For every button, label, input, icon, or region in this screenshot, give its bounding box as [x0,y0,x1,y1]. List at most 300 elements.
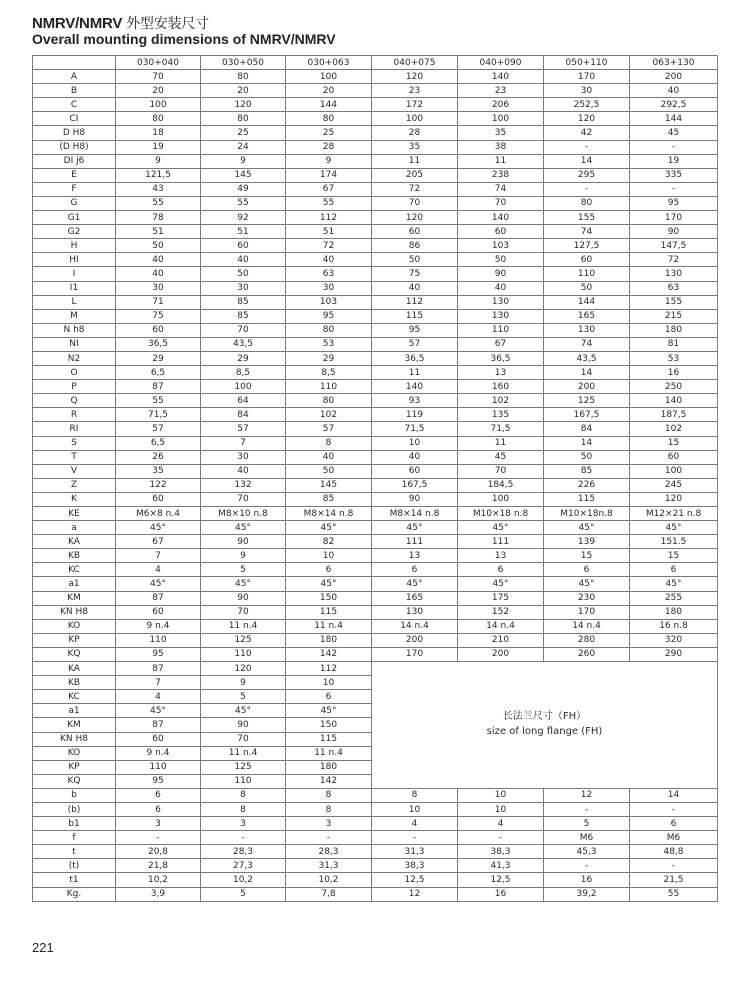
row-label: Z [33,478,116,492]
dimension-cell: 9 [201,549,286,563]
dimension-cell: 50 [544,450,630,464]
dimension-cell: 110 [116,760,201,774]
table-row [33,492,718,506]
dimension-cell: 14 [544,366,630,380]
table-row [33,366,718,380]
dimension-cell: 70 [201,605,286,619]
dimension-cell: 55 [201,196,286,210]
dimension-cell: 120 [544,112,630,126]
dimension-cell: 55 [630,887,718,901]
row-label: a [33,521,116,535]
dimension-cell: 14 [544,436,630,450]
dimension-cell: 125 [201,760,286,774]
row-label: KN H8 [33,732,116,746]
dimension-cell: 100 [286,70,372,84]
row-label: KB [33,676,116,690]
dimension-cell: 70 [201,323,286,337]
table-row [33,154,718,168]
dimension-cell: 57 [372,337,458,351]
table-row [33,281,718,295]
dimension-cell: 23 [458,84,544,98]
table-row [33,422,718,436]
dimension-cell: 280 [544,633,630,647]
table-row [33,817,718,831]
dimension-cell: 6 [630,817,718,831]
dimension-cell: 30 [286,281,372,295]
dimension-cell: 70 [458,196,544,210]
dimension-cell: 238 [458,168,544,182]
dimension-cell: 115 [372,309,458,323]
dimension-cell: 60 [116,492,201,506]
dimension-cell: 130 [630,267,718,281]
row-label: KA [33,662,116,676]
dimension-cell: 335 [630,168,718,182]
dimension-cell: 3 [286,817,372,831]
table-row [33,464,718,478]
table-row [33,831,718,845]
dimension-cell: 70 [201,492,286,506]
dimension-cell: 90 [201,718,286,732]
dimension-cell: 6,5 [116,436,201,450]
dimension-cell: 60 [116,605,201,619]
page-number: 221 [32,940,54,955]
dimension-cell: 45° [544,521,630,535]
row-label: a1 [33,704,116,718]
table-row [33,563,718,577]
dimension-cell: 13 [458,366,544,380]
row-label: H [33,239,116,253]
row-label: G [33,196,116,210]
dimension-cell: 110 [201,774,286,788]
row-label: F [33,182,116,196]
dimension-cell: - [630,859,718,873]
dimension-cell: 45° [286,704,372,718]
dimension-cell: 90 [458,267,544,281]
dimension-cell: 6 [458,563,544,577]
dimension-cell: 14 n.4 [458,619,544,633]
dimension-cell: 28 [372,126,458,140]
dimension-cell: 25 [201,126,286,140]
row-label: M [33,309,116,323]
dimension-cell: 45° [201,577,286,591]
dimension-cell: 140 [458,211,544,225]
row-label: V [33,464,116,478]
dimension-cell: 95 [630,196,718,210]
dimension-cell: 70 [201,732,286,746]
dimension-cell: 82 [286,535,372,549]
dimension-cell: 10 [372,436,458,450]
dimension-cell: 7,8 [286,887,372,901]
dimension-cell: 31,3 [372,845,458,859]
dimension-cell: 112 [286,211,372,225]
table-row [33,802,718,816]
dimension-cell: 74 [544,337,630,351]
dimension-cell: 50 [372,253,458,267]
dimension-cell: 45° [286,577,372,591]
dimensions-table [32,55,718,902]
table-row [33,633,718,647]
dimension-cell: 215 [630,309,718,323]
table-row [33,351,718,365]
dimension-cell: 72 [630,253,718,267]
dimension-cell: 16 [544,873,630,887]
dimension-cell: 130 [458,309,544,323]
dimension-cell: 85 [286,492,372,506]
dimension-cell: 150 [286,718,372,732]
dimension-cell: 200 [372,633,458,647]
dimension-cell: 71,5 [458,422,544,436]
dimension-cell: 175 [458,591,544,605]
dimension-cell: 43,5 [544,351,630,365]
dimension-cell: M6×8 n.4 [116,507,201,521]
dimension-cell: 8 [286,802,372,816]
dimension-cell: 50 [458,253,544,267]
dimension-cell: - [458,831,544,845]
dimension-cell: 20 [286,84,372,98]
dimension-cell: 295 [544,168,630,182]
dimension-cell: 122 [116,478,201,492]
dimension-cell: 80 [201,112,286,126]
dimension-cell: 50 [201,267,286,281]
dimension-cell: 170 [544,70,630,84]
dimension-cell: 135 [458,408,544,422]
dimension-cell: 139 [544,535,630,549]
dimension-cell: 9 [286,154,372,168]
dimension-cell: - [372,831,458,845]
row-label: t1 [33,873,116,887]
dimension-cell: M12×21 n.8 [630,507,718,521]
dimension-cell: 7 [201,436,286,450]
row-label: KB [33,549,116,563]
dimension-cell: 60 [116,323,201,337]
dimension-cell: 210 [458,633,544,647]
row-label: KO [33,746,116,760]
dimension-cell: 35 [458,126,544,140]
dimension-cell: 53 [630,351,718,365]
row-label: KO [33,619,116,633]
dimension-cell: 187,5 [630,408,718,422]
dimension-cell: 11 [372,366,458,380]
dimension-cell: 11 n.4 [286,619,372,633]
row-label: T [33,450,116,464]
dimension-cell: 8,5 [201,366,286,380]
dimension-cell: 74 [544,225,630,239]
dimension-cell: 119 [372,408,458,422]
dimension-cell: 155 [630,295,718,309]
dimension-cell: 10 [458,788,544,802]
dimension-cell: 60 [458,225,544,239]
dimension-cell: - [544,859,630,873]
table-row [33,337,718,351]
table-row [33,182,718,196]
dimension-cell: 100 [458,112,544,126]
dimension-cell: M8×10 n.8 [201,507,286,521]
dimension-cell: 20 [201,84,286,98]
dimension-cell: 26 [116,450,201,464]
dimension-cell: 6 [544,563,630,577]
dimension-cell: 19 [116,140,201,154]
dimension-cell: 8,5 [286,366,372,380]
table-row [33,788,718,802]
dimension-cell: 95 [116,647,201,661]
row-label: N h8 [33,323,116,337]
row-label: D H8 [33,126,116,140]
dimension-cell: 11 n.4 [201,619,286,633]
dimension-cell: 75 [116,309,201,323]
dimension-cell: 60 [116,732,201,746]
dimension-cell: 125 [201,633,286,647]
dimension-cell: 50 [544,281,630,295]
dimension-cell: 87 [116,662,201,676]
dimension-cell: 90 [201,535,286,549]
table-row [33,98,718,112]
dimension-cell: 112 [286,662,372,676]
dimension-cell: 145 [286,478,372,492]
row-label: KA [33,535,116,549]
dimension-cell: 84 [201,408,286,422]
row-label: G1 [33,211,116,225]
row-label: L [33,295,116,309]
dimension-cell: 8 [201,788,286,802]
dimension-cell: 55 [286,196,372,210]
dimension-cell: 160 [458,380,544,394]
dimension-cell: 90 [372,492,458,506]
dimension-cell: 14 n.4 [544,619,630,633]
dimension-cell: 150 [286,591,372,605]
row-label: RI [33,422,116,436]
table-row [33,239,718,253]
dimension-cell: 51 [201,225,286,239]
dimension-cell: 5 [544,817,630,831]
dimension-cell: 40 [630,84,718,98]
dimension-cell: 142 [286,774,372,788]
dimension-cell: 21,5 [630,873,718,887]
row-label: KC [33,563,116,577]
row-label: S [33,436,116,450]
dimension-cell: 8 [201,802,286,816]
row-label: NI [33,337,116,351]
table-row [33,70,718,84]
dimension-cell: 120 [201,662,286,676]
dimension-cell: 4 [116,563,201,577]
dimension-cell: 41,3 [458,859,544,873]
title-model: NMRV/NMRV [32,15,123,32]
dimension-cell: 9 [116,154,201,168]
dimension-cell: 29 [201,351,286,365]
dimension-cell: 36,5 [458,351,544,365]
dimension-cell: 45° [372,577,458,591]
dimension-cell: 13 [458,549,544,563]
dimension-cell: 63 [286,267,372,281]
dimension-cell: 30 [201,281,286,295]
table-row [33,211,718,225]
dimension-cell: 170 [372,647,458,661]
dimension-cell: 180 [630,323,718,337]
dimension-cell: 115 [286,732,372,746]
dimension-cell: 3 [201,817,286,831]
dimension-cell: 115 [286,605,372,619]
row-label: C [33,98,116,112]
dimension-cell: 103 [458,239,544,253]
dimension-cell: 292,5 [630,98,718,112]
flange-note [372,662,718,789]
row-label: G2 [33,225,116,239]
dimension-cell: 170 [544,605,630,619]
dimension-cell: 111 [458,535,544,549]
dimension-cell: 10,2 [286,873,372,887]
row-label: E [33,168,116,182]
dimension-cell: 95 [286,309,372,323]
dimension-cell: 80 [201,70,286,84]
dimension-cell: M8×14 n.8 [286,507,372,521]
dimension-cell: 6,5 [116,366,201,380]
dimension-cell: 85 [201,309,286,323]
dimension-cell: 20,8 [116,845,201,859]
row-label: N2 [33,351,116,365]
dimension-cell: 80 [544,196,630,210]
title-cn-text: 外型安装尺寸 [126,16,209,32]
dimension-cell: 70 [116,70,201,84]
dimension-cell: 87 [116,718,201,732]
dimension-cell: 45,3 [544,845,630,859]
dimension-cell: 86 [372,239,458,253]
row-label: I1 [33,281,116,295]
flange-note-cn: 长法兰尺寸（FH） [502,711,587,723]
dimension-cell: 21,8 [116,859,201,873]
dimension-cell: 38,3 [458,845,544,859]
dimension-cell: 103 [286,295,372,309]
dimension-cell: 45° [630,521,718,535]
dimension-cell: 6 [372,563,458,577]
row-label: f [33,831,116,845]
row-label: b [33,788,116,802]
dimension-cell: 16 [458,887,544,901]
dimension-cell: 40 [458,281,544,295]
dimension-cell: 180 [286,633,372,647]
dimension-cell: 45° [458,521,544,535]
row-label: (t) [33,859,116,873]
dimension-cell: 30 [544,84,630,98]
dimension-cell: 67 [286,182,372,196]
row-label: KC [33,690,116,704]
dimension-cell: 130 [458,295,544,309]
dimension-cell: 230 [544,591,630,605]
row-label: DI j6 [33,154,116,168]
dimension-cell: 102 [630,422,718,436]
dimension-cell: 40 [116,253,201,267]
dimension-cell: 87 [116,591,201,605]
dimension-cell: 120 [201,98,286,112]
dimension-cell: 60 [201,239,286,253]
dimension-cell: 60 [544,253,630,267]
dimension-cell: 7 [116,676,201,690]
dimension-cell: 3,9 [116,887,201,901]
dimension-cell: 6 [116,788,201,802]
row-label: HI [33,253,116,267]
dimension-cell: 9 n.4 [116,619,201,633]
table-row [33,436,718,450]
dimension-cell: 45° [116,577,201,591]
dimension-cell: 132 [201,478,286,492]
dimension-cell: 28,3 [201,845,286,859]
dimension-cell: 100 [372,112,458,126]
dimension-cell: 14 n.4 [372,619,458,633]
dimension-cell: 50 [286,464,372,478]
dimension-cell: 60 [372,464,458,478]
dimension-cell: 40 [286,450,372,464]
dimension-cell: 250 [630,380,718,394]
dimension-cell: 72 [286,239,372,253]
dimension-cell: 12,5 [372,873,458,887]
dimension-cell: 35 [116,464,201,478]
row-label: Q [33,394,116,408]
dimension-cell: - [544,182,630,196]
dimension-cell: 35 [372,140,458,154]
dimension-cell: 110 [116,633,201,647]
dimension-cell: 45° [630,577,718,591]
dimension-cell: 28 [286,140,372,154]
dimension-cell: 12,5 [458,873,544,887]
table-row [33,112,718,126]
dimension-cell: 12 [544,788,630,802]
row-label: A [33,70,116,84]
dimension-cell: 120 [372,70,458,84]
dimension-cell: 180 [286,760,372,774]
dimension-cell: 11 [372,154,458,168]
dimension-cell: 10 [372,802,458,816]
dimension-cell: 24 [201,140,286,154]
column-header: 030+040 [116,56,201,70]
dimension-cell: 111 [372,535,458,549]
dimension-cell: - [116,831,201,845]
dimension-cell: 30 [116,281,201,295]
dimension-cell: 9 n.4 [116,746,201,760]
table-row [33,845,718,859]
dimension-cell: 64 [201,394,286,408]
dimension-cell: - [544,140,630,154]
dimension-cell: 72 [372,182,458,196]
dimension-cell: 85 [544,464,630,478]
column-header: 063+130 [630,56,718,70]
dimension-cell: 165 [544,309,630,323]
dimension-cell: 25 [286,126,372,140]
dimension-cell: 152 [458,605,544,619]
row-label: b1 [33,817,116,831]
dimension-cell: M8×14 n.8 [372,507,458,521]
dimension-cell: 167,5 [544,408,630,422]
dimension-cell: 110 [544,267,630,281]
dimension-cell: 200 [544,380,630,394]
dimension-cell: 11 [458,154,544,168]
table-row [33,507,718,521]
dimension-cell: 80 [286,394,372,408]
dimension-cell: 130 [544,323,630,337]
row-label: I [33,267,116,281]
dimension-cell: 45° [116,704,201,718]
column-header: 050+110 [544,56,630,70]
dimension-cell: 28,3 [286,845,372,859]
dimension-cell: 45° [458,577,544,591]
row-label: KN H8 [33,605,116,619]
table-row [33,647,718,661]
table-row [33,887,718,901]
row-label: KM [33,591,116,605]
dimension-cell: 57 [116,422,201,436]
dimension-cell: 40 [116,267,201,281]
dimension-cell: 60 [630,450,718,464]
row-label: B [33,84,116,98]
dimension-cell: 4 [116,690,201,704]
